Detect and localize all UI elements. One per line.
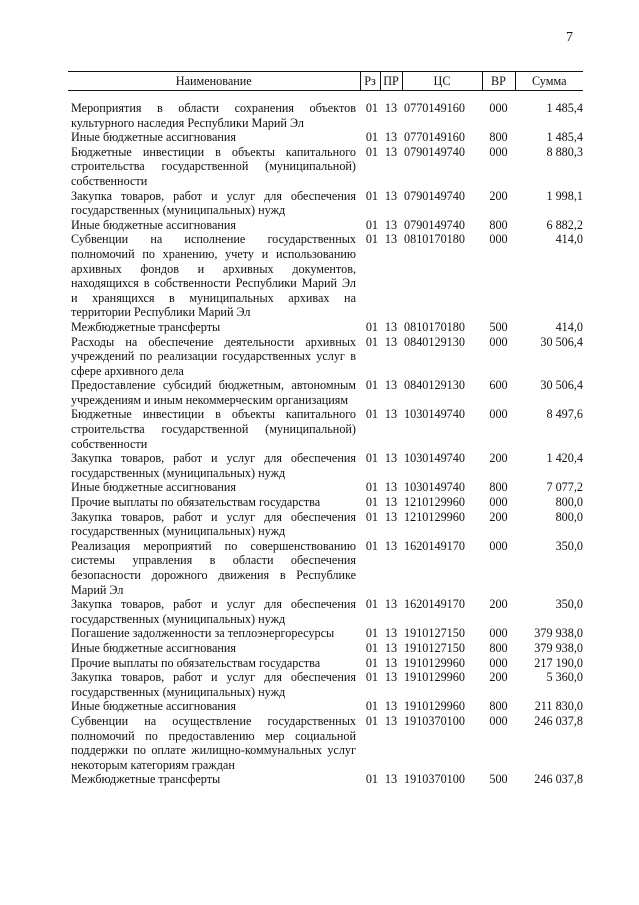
- budget-table: [68, 71, 583, 787]
- row-pr: 13: [384, 655, 398, 670]
- row-vr: 600: [489, 378, 508, 393]
- row-sum: 1 485,4: [546, 130, 583, 145]
- row-sum: 379 938,0: [534, 640, 583, 655]
- header-cs: ЦС: [402, 72, 482, 91]
- row-cs: 1910370100: [404, 772, 465, 787]
- header-name: Наименование: [68, 72, 360, 91]
- row-vr: 200: [489, 509, 508, 524]
- row-sum: 8 880,3: [546, 144, 583, 159]
- table-row: [68, 218, 583, 233]
- row-vr: 800: [489, 217, 508, 232]
- row-cs: 1210129960: [404, 509, 465, 524]
- row-name: Прочие выплаты по обязательствам государства: [71, 655, 321, 670]
- row-cs: 1910129960: [404, 670, 465, 685]
- row-vr: 200: [489, 597, 508, 612]
- row-name: Субвенции на исполнение государственных полномочий по хранению, учету и использованию архивных фондов и архивных документов, находящихся в собственности Республики Марий Эл и хранящихся в муниципальных архивах на территории Республики Марий Эл: [71, 232, 356, 320]
- table-row: [68, 145, 583, 189]
- row-cs: 1620149170: [404, 597, 465, 612]
- row-cs: 1910127150: [404, 626, 465, 641]
- row-sum: 211 830,0: [534, 699, 583, 714]
- table-row: [68, 699, 583, 714]
- row-pr: 13: [384, 407, 398, 422]
- row-sum: 414,0: [555, 319, 583, 334]
- row-cs: 1030149740: [404, 407, 465, 422]
- table-row: [68, 656, 583, 671]
- row-vr: 000: [489, 334, 508, 349]
- row-rz: 01: [365, 655, 378, 670]
- row-pr: 13: [384, 509, 398, 524]
- row-pr: 13: [384, 699, 398, 714]
- row-rz: 01: [365, 130, 378, 145]
- row-pr: 13: [384, 480, 398, 495]
- row-pr: 13: [384, 451, 398, 466]
- row-name: Закупка товаров, работ и услуг для обеспечения государственных (муниципальных) нужд: [71, 670, 356, 699]
- table-row: [68, 130, 583, 145]
- table-row: [68, 641, 583, 656]
- row-sum: 1 998,1: [546, 188, 583, 203]
- row-name: Бюджетные инвестиции в объекты капитального строительства государственной (муниципальной) собственности: [71, 407, 356, 451]
- row-vr: 000: [489, 713, 508, 728]
- row-name: Закупка товаров, работ и услуг для обеспечения государственных (муниципальных) нужд: [71, 188, 356, 218]
- table-row: [68, 451, 583, 480]
- row-name: Иные бюджетные ассигнования: [71, 699, 237, 714]
- row-rz: 01: [365, 538, 378, 553]
- row-name: Субвенции на осуществление государственных полномочий по предоставлению мер социальной поддержки по оплате жилищно-коммунальных услуг некоторым категориям граждан: [71, 713, 356, 772]
- row-pr: 13: [384, 538, 398, 553]
- row-pr: 13: [384, 144, 398, 159]
- row-cs: 0810170180: [404, 232, 465, 247]
- row-rz: 01: [365, 699, 378, 714]
- table-row: [68, 495, 583, 510]
- table-row: [68, 101, 583, 130]
- row-vr: 000: [489, 538, 508, 553]
- table-row: [68, 335, 583, 379]
- row-vr: 500: [489, 319, 508, 334]
- row-rz: 01: [365, 101, 378, 115]
- row-pr: 13: [384, 713, 398, 728]
- row-rz: 01: [365, 319, 378, 334]
- row-cs: 1910127150: [404, 640, 465, 655]
- row-vr: 800: [489, 640, 508, 655]
- row-vr: 200: [489, 451, 508, 466]
- table-row: [68, 378, 583, 407]
- row-vr: 000: [489, 232, 508, 247]
- row-rz: 01: [365, 232, 378, 247]
- row-cs: 0810170180: [404, 319, 465, 334]
- table-row: [68, 320, 583, 335]
- row-pr: 13: [384, 319, 398, 334]
- row-name: Закупка товаров, работ и услуг для обеспечения государственных (муниципальных) нужд: [71, 509, 356, 539]
- row-sum: 800,0: [555, 495, 583, 510]
- row-name: Иные бюджетные ассигнования: [71, 640, 237, 655]
- row-name: Иные бюджетные ассигнования: [71, 480, 237, 495]
- row-pr: 13: [384, 670, 398, 685]
- row-pr: 13: [384, 378, 398, 393]
- table-row: [68, 626, 583, 641]
- table-row: [68, 597, 583, 626]
- table-row: [68, 670, 583, 699]
- row-sum: 5 360,0: [546, 670, 583, 685]
- row-sum: 1 485,4: [546, 101, 583, 115]
- row-vr: 000: [489, 407, 508, 422]
- row-name: Межбюджетные трансферты: [71, 319, 221, 334]
- row-cs: 0770149160: [404, 130, 465, 145]
- row-cs: 0840129130: [404, 378, 465, 393]
- table-row: [68, 714, 583, 772]
- header-vr: ВР: [482, 72, 515, 91]
- row-cs: 0840129130: [404, 334, 465, 349]
- row-vr: 000: [489, 655, 508, 670]
- row-cs: 1210129960: [404, 495, 465, 510]
- row-rz: 01: [365, 670, 378, 685]
- row-vr: 000: [489, 144, 508, 159]
- row-sum: 217 190,0: [534, 655, 583, 670]
- row-sum: 246 037,8: [534, 713, 583, 728]
- row-vr: 200: [489, 188, 508, 203]
- table-row: [68, 407, 583, 451]
- row-cs: 1910129960: [404, 655, 465, 670]
- row-sum: 6 882,2: [546, 217, 583, 232]
- row-pr: 13: [384, 772, 398, 787]
- row-sum: 350,0: [555, 538, 583, 553]
- row-cs: 1910370100: [404, 713, 465, 728]
- table-header-row: [68, 72, 583, 91]
- row-vr: 000: [489, 101, 508, 115]
- row-cs: 1030149740: [404, 451, 465, 466]
- row-name: Закупка товаров, работ и услуг для обеспечения государственных (муниципальных) нужд: [71, 451, 356, 480]
- row-sum: 414,0: [555, 232, 583, 247]
- row-vr: 000: [489, 626, 508, 641]
- table-row: [68, 189, 583, 218]
- row-vr: 800: [489, 130, 508, 145]
- row-rz: 01: [365, 188, 378, 203]
- table-row: [68, 510, 583, 539]
- row-name: Погашение задолженности за теплоэнергоресурсы: [71, 626, 335, 641]
- row-pr: 13: [384, 188, 398, 203]
- row-rz: 01: [365, 626, 378, 641]
- row-name: Реализация мероприятий по совершенствованию системы управления в области обеспечения безопасности дорожного движения в Республике Марий Эл: [71, 538, 356, 597]
- row-sum: 246 037,8: [534, 772, 583, 787]
- table-body: [68, 101, 583, 787]
- row-sum: 30 506,4: [540, 378, 583, 393]
- row-sum: 800,0: [555, 509, 583, 524]
- row-rz: 01: [365, 509, 378, 524]
- row-rz: 01: [365, 772, 378, 787]
- row-name: Предоставление субсидий бюджетным, автономным учреждениям и иным некоммерческим организациям: [71, 378, 356, 407]
- row-sum: 7 077,2: [546, 480, 583, 495]
- page-number: 7: [566, 30, 573, 45]
- row-pr: 13: [384, 597, 398, 612]
- row-pr: 13: [384, 232, 398, 247]
- row-name: Мероприятия в области сохранения объектов культурного наследия Республики Марий Эл: [71, 101, 356, 130]
- row-vr: 200: [489, 670, 508, 685]
- table-row: [68, 539, 583, 597]
- row-pr: 13: [384, 130, 398, 145]
- row-sum: 379 938,0: [534, 626, 583, 641]
- row-pr: 13: [384, 217, 398, 232]
- header-spacer: [68, 91, 583, 102]
- row-sum: 350,0: [555, 597, 583, 612]
- row-rz: 01: [365, 334, 378, 349]
- row-rz: 01: [365, 640, 378, 655]
- row-sum: 30 506,4: [540, 334, 583, 349]
- row-name: Прочие выплаты по обязательствам государства: [71, 495, 321, 510]
- row-pr: 13: [384, 101, 398, 115]
- row-rz: 01: [365, 495, 378, 510]
- row-cs: 0790149740: [404, 188, 465, 203]
- header-rz: Рз: [360, 72, 380, 91]
- header-pr: ПР: [380, 72, 402, 91]
- row-cs: 0790149740: [404, 144, 465, 159]
- row-cs: 1910129960: [404, 699, 465, 714]
- row-pr: 13: [384, 640, 398, 655]
- row-vr: 500: [489, 772, 508, 787]
- table-row: [68, 232, 583, 320]
- row-rz: 01: [365, 597, 378, 612]
- row-name: Закупка товаров, работ и услуг для обеспечения государственных (муниципальных) нужд: [71, 597, 356, 626]
- row-vr: 000: [489, 495, 508, 510]
- row-rz: 01: [365, 480, 378, 495]
- row-rz: 01: [365, 713, 378, 728]
- row-sum: 1 420,4: [546, 451, 583, 466]
- row-cs: 1030149740: [404, 480, 465, 495]
- row-pr: 13: [384, 334, 398, 349]
- row-name: Иные бюджетные ассигнования: [71, 130, 237, 145]
- row-rz: 01: [365, 217, 378, 232]
- row-cs: 0770149160: [404, 101, 465, 115]
- row-pr: 13: [384, 495, 398, 510]
- row-name: Иные бюджетные ассигнования: [71, 217, 237, 232]
- row-name: Бюджетные инвестиции в объекты капитального строительства государственной (муниципальной) собственности: [71, 144, 356, 188]
- row-name: Расходы на обеспечение деятельности архивных учреждений по реализации государственных услуг в сфере архивного дела: [71, 334, 356, 378]
- row-rz: 01: [365, 144, 378, 159]
- table-row: [68, 772, 583, 787]
- row-cs: 1620149170: [404, 538, 465, 553]
- row-pr: 13: [384, 626, 398, 641]
- header-sum: Сумма: [515, 72, 583, 91]
- row-rz: 01: [365, 407, 378, 422]
- row-rz: 01: [365, 451, 378, 466]
- row-vr: 800: [489, 699, 508, 714]
- row-name: Межбюджетные трансферты: [71, 772, 221, 787]
- row-rz: 01: [365, 378, 378, 393]
- table-row: [68, 480, 583, 495]
- row-vr: 800: [489, 480, 508, 495]
- row-cs: 0790149740: [404, 217, 465, 232]
- row-sum: 8 497,6: [546, 407, 583, 422]
